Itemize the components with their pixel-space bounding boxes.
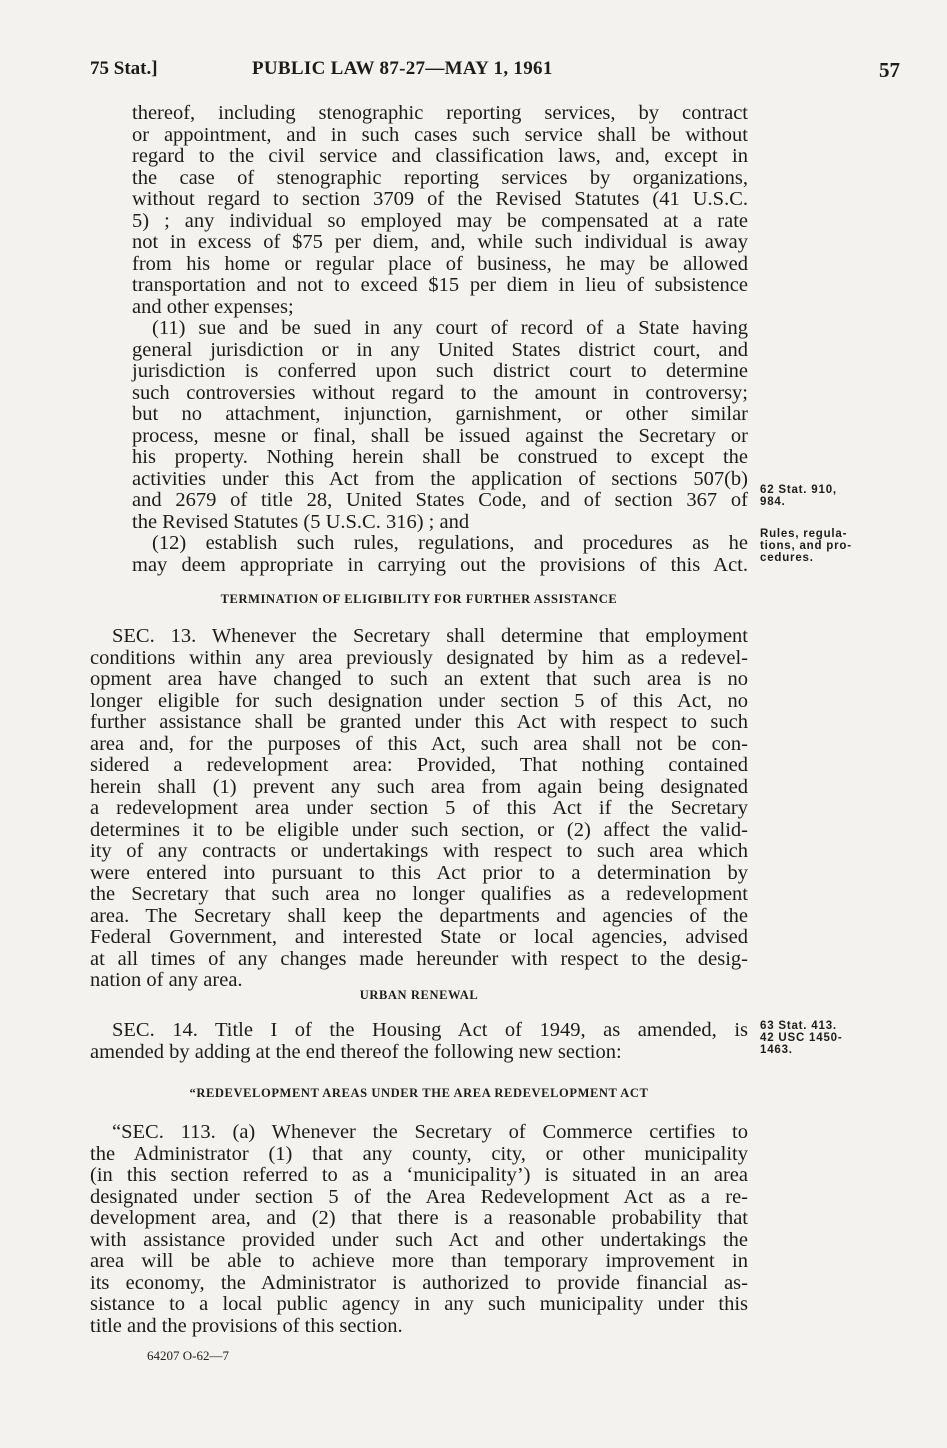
- text-line: (12) establish such rules, regulations, and procedures as he: [152, 532, 748, 554]
- text-line: transportation and not to exceed $15 per diem in lieu of subsistence: [132, 274, 748, 296]
- margin-note-rules: [760, 528, 910, 564]
- margin-note-line: Rules, regula-: [760, 528, 848, 540]
- text-line: designated under section 5 of the Area Redevelopment Act as a re-: [90, 1185, 748, 1208]
- text-line: his property. Nothing herein shall be construed to except the: [132, 446, 748, 468]
- section-113: [90, 1122, 748, 1337]
- text-line: not in excess of $75 per diem, and, while such individual is away: [132, 231, 748, 253]
- paragraph-continuation: [132, 103, 748, 318]
- section-heading-termination: TERMINATION OF ELIGIBILITY FOR FURTHER ASSISTANCE: [220, 592, 618, 606]
- text-line: at all times of any changes made hereunder with respect to the desig-: [90, 947, 748, 970]
- text-line: the Secretary that such area no longer qualifies as a redevelopment: [90, 883, 748, 905]
- section-14: [90, 1020, 748, 1063]
- page-number: 57: [879, 58, 900, 82]
- margin-note-line: 62 Stat. 910,: [760, 484, 837, 496]
- section-13: [90, 626, 748, 992]
- text-line: general jurisdiction or in any United States district court, and: [132, 338, 748, 361]
- section-heading-urban-renewal: URBAN RENEWAL: [359, 988, 479, 1002]
- text-line: from his home or regular place of business, he may be allowed: [132, 252, 748, 275]
- text-line: process, mesne or final, shall be issued against the Secretary or: [132, 424, 748, 447]
- text-line: 5) ; any individual so employed may be compensated at a rate: [132, 209, 748, 232]
- text-line: herein shall (1) prevent any such area from again being designated: [90, 775, 748, 798]
- text-line: and 2679 of title 28, United States Code, and of section 367 of: [132, 489, 748, 511]
- text-line: but no attachment, injunction, garnishment, or other similar: [132, 403, 748, 425]
- text-line: nation of any area.: [90, 969, 243, 991]
- text-line: without regard to section 3709 of the Revised Statutes (41 U.S.C.: [132, 188, 748, 210]
- text-line: area and, for the purposes of this Act, such area shall not be con-: [90, 732, 748, 755]
- text-line: were entered into pursuant to this Act prior to a determination by: [90, 861, 748, 884]
- text-line: determines it to be eligible under such section, or (2) affect the valid-: [90, 818, 748, 841]
- law-title: PUBLIC LAW 87-27—MAY 1, 1961: [252, 58, 553, 79]
- print-code: 64207 O-62—7: [147, 1348, 229, 1363]
- text-line: opment area have changed to such an extent that such area is no: [90, 668, 748, 690]
- text-line: longer eligible for such designation under section 5 of this Act, no: [90, 689, 748, 712]
- text-line: or appointment, and in such cases such service shall be without: [132, 123, 748, 146]
- text-line: its economy, the Administrator is authorized to provide financial as-: [90, 1271, 748, 1294]
- text-line: thereof, including stenographic reporting services, by contract: [132, 102, 748, 124]
- text-line: amended by adding at the end thereof the following new section:: [90, 1040, 622, 1063]
- text-line: SEC. 14. Title I of the Housing Act of 1949, as amended, is: [112, 1019, 748, 1041]
- text-line: with assistance provided under such Act and other undertakings the: [90, 1228, 748, 1251]
- text-line: jurisdiction is conferred upon such district court to determine: [132, 360, 748, 382]
- volume-reference: 75 Stat.]: [90, 58, 158, 79]
- paragraph-12: [132, 533, 748, 576]
- margin-note-line: 63 Stat. 413.: [760, 1020, 837, 1032]
- text-line: regard to the civil service and classification laws, and, except in: [132, 145, 748, 167]
- margin-note-statute-citation: [760, 484, 910, 508]
- text-line: may deem appropriate in carrying out the provisions of this Act.: [132, 553, 748, 576]
- text-line: “SEC. 113. (a) Whenever the Secretary of Commerce certifies to: [112, 1121, 748, 1143]
- text-line: (in this section referred to as a ‘municipality’) is situated in an area: [90, 1164, 748, 1186]
- text-line: sidered a redevelopment area: Provided, That nothing contained: [90, 754, 748, 776]
- text-line: sistance to a local public agency in any such municipality under this: [90, 1293, 748, 1315]
- text-line: title and the provisions of this section.: [90, 1314, 403, 1337]
- margin-note-housing-citation: [760, 1020, 910, 1056]
- margin-note-line: tions, and pro-: [760, 540, 852, 552]
- text-line: and other expenses;: [132, 295, 294, 318]
- text-line: area will be able to achieve more than temporary improvement in: [90, 1250, 748, 1272]
- text-line: conditions within any area previously designated by him as a redevel-: [90, 646, 748, 669]
- text-line: (11) sue and be sued in any court of record of a State having: [152, 317, 748, 339]
- section-heading-redevelopment-areas: “REDEVELOPMENT AREAS UNDER THE AREA REDEVELOPMENT ACT: [189, 1086, 649, 1100]
- text-line: the Administrator (1) that any county, city, or other municipality: [90, 1142, 748, 1165]
- margin-note-line: 42 USC 1450-: [760, 1032, 843, 1044]
- paragraph-11: [132, 318, 748, 533]
- page-header: [90, 58, 900, 88]
- text-line: ity of any contracts or undertakings with respect to such area which: [90, 840, 748, 862]
- margin-note-line: cedures.: [760, 552, 814, 564]
- text-line: Federal Government, and interested State or local agencies, advised: [90, 926, 748, 948]
- text-line: the case of stenographic reporting services by organizations,: [132, 166, 748, 189]
- text-line: development area, and (2) that there is a reasonable probability that: [90, 1207, 748, 1229]
- margin-note-line: 984.: [760, 496, 786, 508]
- text-line: area. The Secretary shall keep the departments and agencies of the: [90, 904, 748, 927]
- margin-note-line: 1463.: [760, 1044, 793, 1056]
- text-line: SEC. 13. Whenever the Secretary shall determine that employment: [112, 625, 748, 647]
- text-line: the Revised Statutes (5 U.S.C. 316) ; and: [132, 510, 470, 533]
- text-line: activities under this Act from the application of sections 507(b): [132, 467, 748, 490]
- text-line: further assistance shall be granted under this Act with respect to such: [90, 711, 748, 733]
- text-line: a redevelopment area under section 5 of this Act if the Secretary: [90, 797, 748, 819]
- text-line: such controversies without regard to the amount in controversy;: [132, 381, 748, 404]
